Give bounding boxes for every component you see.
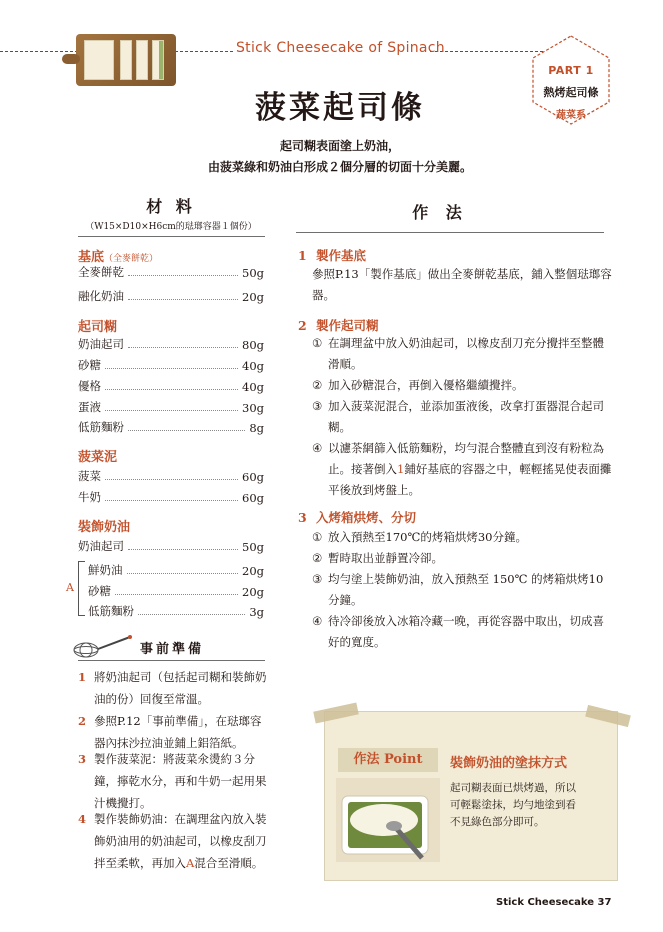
- badge-part: PART 1: [548, 64, 594, 77]
- point-text-line: 可輕鬆塗抹，均勻地塗到看: [450, 799, 576, 811]
- method-substep: ② 加入砂糖混合，再倒入優格繼續攪拌。: [312, 378, 524, 392]
- ingredient-row: 優格 40g: [78, 379, 264, 394]
- section-heading-cheese-batter: 起司糊: [78, 320, 118, 335]
- intro-line: 起司糊表面塗上奶油，: [279, 139, 400, 153]
- method-step-heading: 1 製作基底: [298, 248, 367, 263]
- page-title: 菠菜起司條: [255, 90, 425, 126]
- point-text-line: 起司糊表面已烘烤過，所以: [450, 782, 576, 794]
- ingredient-row: 全麥餅乾 50g: [78, 265, 264, 280]
- method-divider: [296, 232, 604, 233]
- prep-title: 事前準備: [140, 642, 205, 657]
- group-a-bracket: [78, 561, 85, 616]
- header-dashed-line-right: [430, 51, 543, 52]
- method-step-heading: 2 製作起司糊: [298, 318, 379, 333]
- point-title: 裝飾奶油的塗抹方式: [450, 756, 568, 771]
- page-footer: Stick Cheesecake 37: [496, 897, 612, 908]
- part-badge: [531, 64, 611, 121]
- section-heading-topping-cream: 裝飾奶油: [78, 520, 131, 535]
- whisk-icon: [72, 628, 134, 662]
- cheesecake-board-photo: [76, 34, 176, 86]
- ingredient-row: 蛋液 30g: [78, 400, 264, 415]
- method-substep: ④ 以濾茶網篩入低筋麵粉，均勻混合整體直到沒有粉粒為止。接著倒入1鋪好基底的容器之中，輕輕搖晃使表面攤平後放到烤盤上。: [312, 441, 612, 497]
- ingredient-row: 低筋麵粉 8g: [78, 420, 264, 435]
- materials-title: 材 料: [146, 197, 196, 216]
- spreading-cream-photo: [336, 778, 440, 862]
- method-title: 作 法: [412, 203, 468, 222]
- point-text-line: 不見綠色部分即可。: [450, 816, 545, 828]
- ingredient-row: 牛奶 60g: [78, 490, 264, 505]
- ingredient-row: 低筋麵粉 3g: [88, 604, 264, 619]
- ingredient-row: 鮮奶油 20g: [88, 563, 264, 578]
- method-substep: ③ 加入菠菜泥混合，並添加蛋液後，改拿打蛋器混合起司糊。: [312, 399, 604, 434]
- english-title: Stick Cheesecake of Spinach: [236, 40, 445, 56]
- method-step-heading: 3 入烤箱烘烤、分切: [298, 510, 417, 525]
- materials-subtitle: （W15×D10×H6cm的琺瑯容器１個份）: [85, 222, 257, 232]
- point-text: [450, 780, 610, 831]
- ingredient-row: 菠菜 60g: [78, 469, 264, 484]
- intro-line: 由菠菜綠和奶油白形成２個分層的切面十分美麗。: [207, 160, 472, 174]
- badge-category: 熱烤起司條: [543, 86, 599, 99]
- method-substep: ① 在調理盆中放入奶油起司，以橡皮刮刀充分攪拌至整體滑順。: [312, 336, 604, 371]
- ingredient-row: 融化奶油 20g: [78, 289, 264, 304]
- method-substep: ① 放入預熱至170℃的烤箱烘烤30分鐘。: [312, 530, 527, 544]
- group-a-label: A: [66, 581, 74, 594]
- ingredient-row: 砂糖 20g: [88, 584, 264, 599]
- ingredient-row: 奶油起司 80g: [78, 337, 264, 352]
- prep-step: 1 將奶油起司（包括起司糊和裝飾奶油的份）回復至常溫。: [78, 670, 267, 706]
- ingredient-row: 奶油起司 50g: [78, 539, 264, 554]
- method-step-text: 參照P.13「製作基底」做出全麥餅乾基底，鋪入整個琺瑯容器。: [312, 267, 612, 302]
- ingredient-row: 砂糖 40g: [78, 358, 264, 373]
- section-heading-spinach-puree: 菠菜泥: [78, 450, 118, 465]
- section-heading-base: 基底（全麥餅乾）: [78, 250, 159, 265]
- prep-step: 3 製作菠菜泥：將菠菜氽燙約３分鐘，擰乾水分，再和牛奶一起用果汁機攪打。: [78, 752, 267, 810]
- badge-subcategory: 蔬菜系: [556, 110, 586, 121]
- prep-step: 2 參照P.12「事前準備」，在琺瑯容器內抹沙拉油並鋪上鋁箔紙。: [78, 714, 262, 750]
- materials-divider: [78, 236, 265, 237]
- point-label: 作法 Point: [338, 748, 438, 772]
- method-substep: ④ 待冷卻後放入冰箱冷藏一晚，再從容器中取出，切成喜好的寬度。: [312, 614, 604, 649]
- prep-divider: [78, 660, 265, 661]
- intro-text: [150, 136, 530, 178]
- prep-step: 4 製作裝飾奶油：在調理盆內放入裝飾奶油用的奶油起司，以橡皮刮刀拌至柔軟，再加入A混合至滑順。: [78, 812, 267, 870]
- method-substep: ③ 均勻塗上裝飾奶油，放入預熱至 150℃ 的烤箱烘烤10分鐘。: [312, 572, 604, 607]
- method-substep: ② 暫時取出並靜置冷卻。: [312, 551, 443, 565]
